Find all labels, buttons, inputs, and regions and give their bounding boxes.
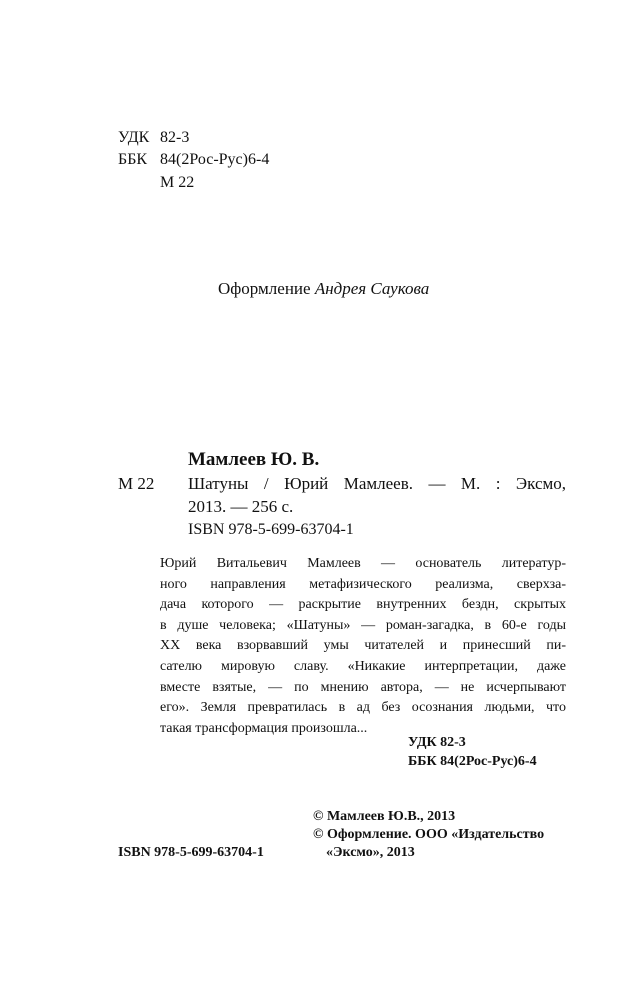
udk-bottom: УДК 82-3 (408, 735, 466, 750)
author-cipher: М 22 (118, 474, 155, 493)
isbn: ISBN 978-5-699-63704-1 (188, 521, 354, 538)
udk-value: 82-3 (160, 129, 190, 146)
author-code: М 22 (160, 174, 195, 191)
bbk-value: 84(2Рос-Рус)6-4 (160, 151, 270, 168)
bbk-bottom: ББК 84(2Рос-Рус)6-4 (408, 754, 537, 769)
author-heading: Мамлеев Ю. В. (188, 449, 320, 470)
annotation (160, 554, 566, 739)
copyright-line-1: © Мамлеев Ю.В., 2013 (313, 809, 456, 824)
annotation-line: такая трансформация произошла... (160, 720, 368, 736)
design-credit-prefix: Оформление (218, 279, 311, 298)
bbk-label: ББК (118, 151, 148, 168)
annotation-line: в душе человека; «Шатуны» — роман-загадка, в 60-е годы (160, 617, 566, 633)
copyright-line-2: © Оформление. ООО «Издательство (313, 827, 545, 842)
bibliographic-line-2: 2013. — 256 с. (188, 497, 294, 516)
annotation-line: дача которого — раскрытие внутренних бездн, скрытых (160, 597, 566, 613)
bibliographic-line-1: Шатуны / Юрий Мамлеев. — М. : Эксмо, (188, 474, 566, 493)
design-credit (218, 279, 429, 299)
annotation-line: ХХ века взорвавший умы читателей и принесший пи- (160, 638, 566, 654)
annotation-line: его». Земля превратилась в ад без осознания людьми, что (160, 700, 566, 716)
annotation-line: вместе взятые, — по мнению автора, — не исчерпывают (160, 679, 566, 695)
annotation-line: ного направления метафизического реализма, сверхза- (160, 576, 566, 592)
annotation-line: сателю мировую славу. «Никакие интерпретации, даже (160, 658, 566, 674)
copyright-line-3: «Эксмо», 2013 (326, 845, 415, 860)
udk-label: УДК (118, 129, 150, 146)
design-credit-name: Андрея Саукова (314, 279, 430, 298)
annotation-line: Юрий Витальевич Мамлеев — основатель литератур- (160, 556, 566, 571)
isbn-bottom: ISBN 978-5-699-63704-1 (118, 845, 264, 860)
